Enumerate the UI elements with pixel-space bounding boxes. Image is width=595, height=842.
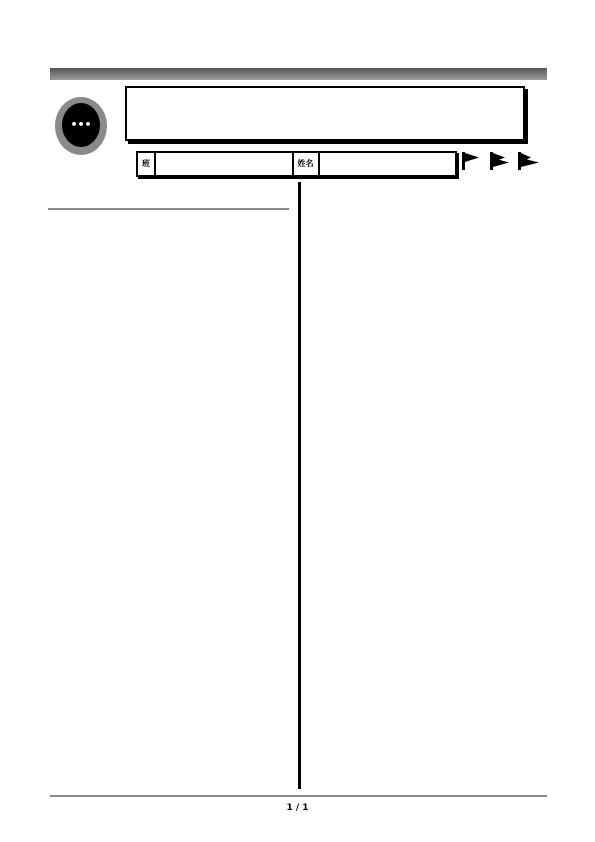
question-right-3 (305, 496, 553, 504)
flag-pole (518, 152, 521, 170)
page-number: 1 / 1 (286, 803, 309, 813)
flag-cloth (493, 158, 509, 167)
question-choices (305, 206, 553, 214)
worksheet-title-box (125, 86, 525, 141)
question-left-4 (48, 653, 296, 661)
question-choices (48, 351, 296, 359)
question-right-1 (305, 198, 553, 214)
column-divider (298, 182, 301, 789)
question-choices (48, 237, 296, 245)
question-left-1 (48, 229, 296, 245)
class-label: 班 (138, 153, 156, 175)
triple-flag-icon (516, 150, 540, 172)
unit-badge-label: ••• (70, 118, 92, 131)
flag-pole (490, 152, 493, 170)
flag-icon (460, 150, 484, 172)
level-flags (460, 150, 540, 172)
name-field[interactable] (320, 153, 456, 175)
question-right-4 (305, 646, 553, 654)
section-rule (48, 208, 289, 210)
question-right-2 (305, 350, 553, 358)
flag-pole (462, 152, 465, 170)
footer-rule (50, 795, 547, 797)
student-info-row (136, 151, 457, 177)
flag-cloth (465, 153, 479, 162)
name-label: 姓名 (294, 153, 320, 175)
flag-cloth (521, 158, 539, 167)
question-left-2 (48, 343, 296, 359)
class-field[interactable] (156, 153, 294, 175)
question-left-3 (48, 505, 296, 513)
double-flag-icon (488, 150, 512, 172)
header-top-rule (50, 68, 547, 80)
